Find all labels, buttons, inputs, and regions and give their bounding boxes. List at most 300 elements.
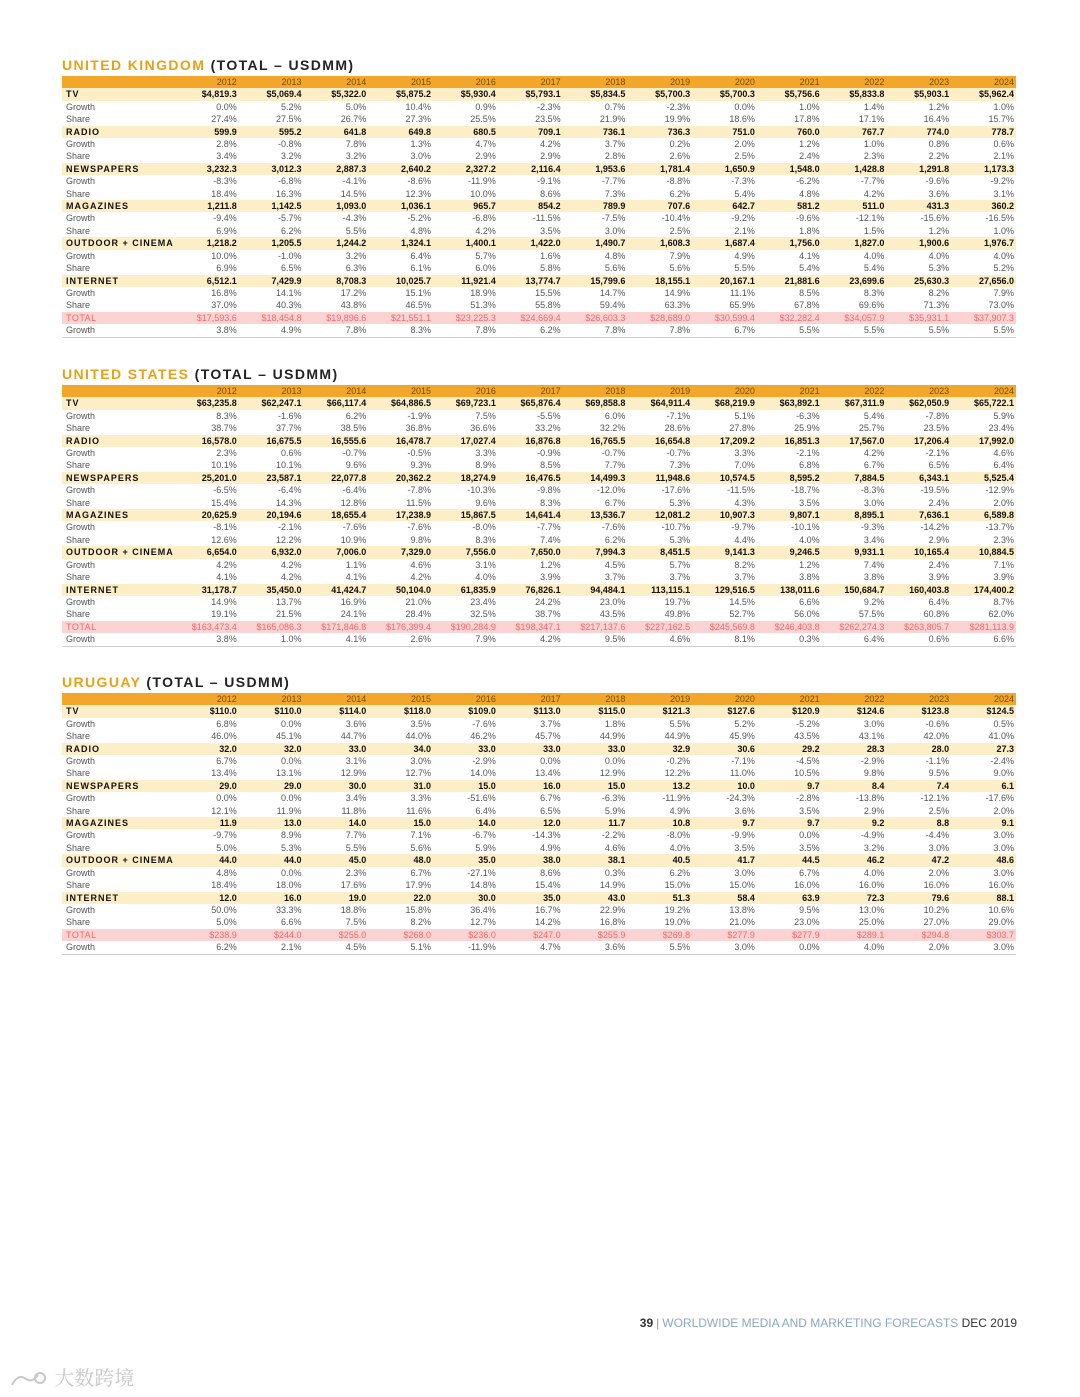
- category-row-newspapers: [62, 780, 1016, 792]
- value-cell: 44.9%: [563, 730, 628, 742]
- row-label: TV: [62, 705, 174, 717]
- value-cell: 46.2: [822, 854, 887, 866]
- value-cell: 5.6%: [563, 262, 628, 274]
- year-header-2023: 2023: [886, 693, 951, 705]
- value-cell: 3.7%: [563, 138, 628, 150]
- value-cell: $277.9: [692, 929, 757, 941]
- value-cell: 3.6%: [886, 188, 951, 200]
- value-cell: -7.7%: [822, 175, 887, 187]
- value-cell: 129,516.5: [692, 584, 757, 596]
- value-cell: 34.0: [368, 743, 433, 755]
- value-cell: 48.6: [951, 854, 1016, 866]
- row-label: INTERNET: [62, 584, 174, 596]
- value-cell: 11.1%: [692, 287, 757, 299]
- value-cell: 5.9%: [563, 805, 628, 817]
- value-cell: 1.6%: [498, 250, 563, 262]
- value-cell: 16,578.0: [174, 435, 239, 447]
- value-cell: $127.6: [692, 705, 757, 717]
- value-cell: 13,536.7: [563, 509, 628, 521]
- value-cell: 27.0%: [886, 916, 951, 928]
- value-cell: 3.2%: [822, 842, 887, 854]
- publication-date: DEC 2019: [961, 1316, 1017, 1330]
- value-cell: $24,669.4: [498, 312, 563, 324]
- value-cell: $23,225.3: [433, 312, 498, 324]
- value-cell: $244.0: [239, 929, 304, 941]
- value-cell: $65,722.1: [951, 397, 1016, 409]
- value-cell: 10.0%: [174, 250, 239, 262]
- value-cell: 16,654.8: [627, 435, 692, 447]
- value-cell: $255.9: [563, 929, 628, 941]
- value-cell: 8,595.2: [757, 472, 822, 484]
- value-cell: $32,282.4: [757, 312, 822, 324]
- value-cell: 23.0%: [757, 916, 822, 928]
- value-cell: 12.8%: [304, 497, 369, 509]
- value-cell: 44.0%: [368, 730, 433, 742]
- value-cell: 1.0%: [951, 101, 1016, 113]
- value-cell: 2.4%: [886, 497, 951, 509]
- value-cell: 5.6%: [368, 842, 433, 854]
- value-cell: 0.6%: [886, 633, 951, 646]
- value-cell: 9.3%: [368, 459, 433, 471]
- value-cell: 10.0%: [433, 188, 498, 200]
- metric-row-share: [62, 805, 1016, 817]
- value-cell: 8.8: [886, 817, 951, 829]
- value-cell: 6.4%: [886, 596, 951, 608]
- value-cell: 9,807.1: [757, 509, 822, 521]
- value-cell: 32.0: [239, 743, 304, 755]
- value-cell: 28.0: [886, 743, 951, 755]
- year-header-row: [62, 76, 1016, 88]
- value-cell: 20,194.6: [239, 509, 304, 521]
- value-cell: 43.5%: [563, 608, 628, 620]
- category-row-magazines: [62, 817, 1016, 829]
- year-header-2016: 2016: [433, 385, 498, 397]
- year-header-2013: 2013: [239, 693, 304, 705]
- value-cell: 9.5%: [886, 767, 951, 779]
- value-cell: $62,050.9: [886, 397, 951, 409]
- value-cell: 23,699.6: [822, 275, 887, 287]
- value-cell: 5.5%: [951, 324, 1016, 337]
- value-cell: 23.4%: [951, 422, 1016, 434]
- value-cell: 14.7%: [563, 287, 628, 299]
- value-cell: 13.4%: [498, 767, 563, 779]
- value-cell: 2.0%: [692, 138, 757, 150]
- section-title: [62, 671, 1016, 693]
- value-cell: 17.6%: [304, 879, 369, 891]
- row-label: Growth: [62, 138, 174, 150]
- value-cell: 76,826.1: [498, 584, 563, 596]
- row-label: Share: [62, 497, 174, 509]
- value-cell: 5.2%: [951, 262, 1016, 274]
- value-cell: -1.6%: [239, 410, 304, 422]
- value-cell: 0.0%: [757, 829, 822, 841]
- category-row-internet: [62, 584, 1016, 596]
- value-cell: 9.2: [822, 817, 887, 829]
- value-cell: 46.0%: [174, 730, 239, 742]
- value-cell: 1.8%: [563, 718, 628, 730]
- value-cell: 7.8%: [304, 138, 369, 150]
- row-label: Growth: [62, 521, 174, 533]
- value-cell: $37,907.3: [951, 312, 1016, 324]
- year-header-2020: 2020: [692, 76, 757, 88]
- value-cell: $68,219.9: [692, 397, 757, 409]
- year-header-2014: 2014: [304, 76, 369, 88]
- category-row-total: [62, 312, 1016, 324]
- value-cell: 28.6%: [627, 422, 692, 434]
- value-cell: 14.0: [433, 817, 498, 829]
- value-cell: 4.4%: [692, 534, 757, 546]
- title-suffix: (TOTAL – USDMM): [146, 674, 291, 690]
- value-cell: 14.3%: [239, 497, 304, 509]
- value-cell: 6.2%: [239, 225, 304, 237]
- category-row-outdoor-cinema: [62, 854, 1016, 866]
- value-cell: -9.2%: [692, 212, 757, 224]
- value-cell: 7,556.0: [433, 546, 498, 558]
- value-cell: 2.2%: [886, 150, 951, 162]
- value-cell: 854.2: [498, 200, 563, 212]
- year-header-2012: 2012: [174, 693, 239, 705]
- value-cell: 5.5%: [757, 324, 822, 337]
- value-cell: 2.8%: [563, 150, 628, 162]
- value-cell: 16.9%: [304, 596, 369, 608]
- value-cell: 11.8%: [304, 805, 369, 817]
- value-cell: $176,399.4: [368, 621, 433, 633]
- value-cell: -7.6%: [304, 521, 369, 533]
- value-cell: 4.9%: [627, 805, 692, 817]
- value-cell: 43.8%: [304, 299, 369, 311]
- value-cell: $236.0: [433, 929, 498, 941]
- value-cell: 20,362.2: [368, 472, 433, 484]
- value-cell: 6.2%: [627, 188, 692, 200]
- value-cell: 8.2%: [692, 559, 757, 571]
- value-cell: 61,835.9: [433, 584, 498, 596]
- value-cell: 10.9%: [304, 534, 369, 546]
- value-cell: 1,650.9: [692, 163, 757, 175]
- value-cell: 15.0%: [627, 879, 692, 891]
- value-cell: 1,953.6: [563, 163, 628, 175]
- value-cell: 27.8%: [692, 422, 757, 434]
- value-cell: 3.2%: [304, 150, 369, 162]
- value-cell: 2.9%: [822, 805, 887, 817]
- value-cell: 6.7%: [822, 459, 887, 471]
- value-cell: $113.0: [498, 705, 563, 717]
- value-cell: 1.2%: [886, 101, 951, 113]
- value-cell: 3.6%: [563, 941, 628, 954]
- value-cell: 7.3%: [563, 188, 628, 200]
- page-footer: [640, 1316, 1017, 1330]
- value-cell: 69.6%: [822, 299, 887, 311]
- row-label: Share: [62, 225, 174, 237]
- value-cell: 28.4%: [368, 608, 433, 620]
- value-cell: 2.3%: [951, 534, 1016, 546]
- value-cell: 6,589.8: [951, 509, 1016, 521]
- category-row-internet: [62, 275, 1016, 287]
- value-cell: 2.5%: [692, 150, 757, 162]
- value-cell: $17,593.6: [174, 312, 239, 324]
- value-cell: -9.9%: [692, 829, 757, 841]
- value-cell: 50,104.0: [368, 584, 433, 596]
- year-header-2013: 2013: [239, 385, 304, 397]
- value-cell: 0.6%: [239, 447, 304, 459]
- value-cell: 1.2%: [886, 225, 951, 237]
- value-cell: 5.0%: [304, 101, 369, 113]
- value-cell: 5.3%: [627, 497, 692, 509]
- row-label: TOTAL: [62, 621, 174, 633]
- value-cell: 6.4%: [368, 250, 433, 262]
- value-cell: 1.0%: [757, 101, 822, 113]
- country-name: URUGUAY: [62, 674, 142, 690]
- value-cell: 0.0%: [757, 941, 822, 954]
- value-cell: 4.0%: [822, 941, 887, 954]
- value-cell: 12.2%: [239, 534, 304, 546]
- value-cell: 10,165.4: [886, 546, 951, 558]
- value-cell: 8.6%: [498, 867, 563, 879]
- value-cell: 18.6%: [692, 113, 757, 125]
- value-cell: -7.1%: [627, 410, 692, 422]
- row-label: Share: [62, 150, 174, 162]
- value-cell: -12.1%: [886, 792, 951, 804]
- value-cell: 1,490.7: [563, 237, 628, 249]
- value-cell: 7,994.3: [563, 546, 628, 558]
- value-cell: 3.4%: [304, 792, 369, 804]
- value-cell: 16.0%: [951, 879, 1016, 891]
- value-cell: 56.0%: [757, 608, 822, 620]
- value-cell: 4.8%: [174, 867, 239, 879]
- value-cell: 3.8%: [757, 571, 822, 583]
- value-cell: $5,322.0: [304, 88, 369, 100]
- value-cell: 736.1: [563, 126, 628, 138]
- value-cell: $245,569.8: [692, 621, 757, 633]
- value-cell: $294.8: [886, 929, 951, 941]
- value-cell: $163,473.4: [174, 621, 239, 633]
- row-label: TV: [62, 88, 174, 100]
- row-label: OUTDOOR + CINEMA: [62, 237, 174, 249]
- value-cell: 36.8%: [368, 422, 433, 434]
- country-name: UNITED STATES: [62, 366, 190, 382]
- value-cell: 3.0%: [368, 755, 433, 767]
- value-cell: -8.6%: [368, 175, 433, 187]
- value-cell: 19.0%: [627, 916, 692, 928]
- value-cell: 11.6%: [368, 805, 433, 817]
- value-cell: 58.4: [692, 892, 757, 904]
- value-cell: 36.4%: [433, 904, 498, 916]
- value-cell: 3.6%: [304, 718, 369, 730]
- media-spend-table: [62, 693, 1016, 955]
- value-cell: $26,603.3: [563, 312, 628, 324]
- value-cell: $171,846.8: [304, 621, 369, 633]
- value-cell: 4.1%: [304, 571, 369, 583]
- value-cell: -18.7%: [757, 484, 822, 496]
- value-cell: 71.3%: [886, 299, 951, 311]
- value-cell: 45.1%: [239, 730, 304, 742]
- metric-row-growth: [62, 633, 1016, 646]
- row-label: Growth: [62, 175, 174, 187]
- metric-row-share: [62, 150, 1016, 162]
- value-cell: 18.0%: [239, 879, 304, 891]
- row-label: NEWSPAPERS: [62, 163, 174, 175]
- value-cell: 9.0%: [951, 767, 1016, 779]
- category-row-tv: [62, 397, 1016, 409]
- value-cell: 4.2%: [368, 571, 433, 583]
- value-cell: 4.0%: [822, 250, 887, 262]
- value-cell: 7.4%: [822, 559, 887, 571]
- value-cell: 736.3: [627, 126, 692, 138]
- value-cell: 1,900.6: [886, 237, 951, 249]
- value-cell: -0.2%: [627, 755, 692, 767]
- row-label: Growth: [62, 324, 174, 337]
- metric-row-share: [62, 299, 1016, 311]
- value-cell: 2,640.2: [368, 163, 433, 175]
- value-cell: -1.1%: [886, 755, 951, 767]
- row-label: NEWSPAPERS: [62, 472, 174, 484]
- year-header-2018: 2018: [563, 693, 628, 705]
- metric-row-growth: [62, 941, 1016, 954]
- value-cell: 1.3%: [368, 138, 433, 150]
- row-label: Share: [62, 879, 174, 891]
- metric-row-growth: [62, 904, 1016, 916]
- value-cell: 6.6%: [951, 633, 1016, 646]
- value-cell: 33.2%: [498, 422, 563, 434]
- value-cell: 0.3%: [563, 867, 628, 879]
- value-cell: 7.1%: [368, 829, 433, 841]
- value-cell: -10.7%: [627, 521, 692, 533]
- year-header-2017: 2017: [498, 693, 563, 705]
- value-cell: 46.5%: [368, 299, 433, 311]
- value-cell: 11.0%: [692, 767, 757, 779]
- metric-row-share: [62, 767, 1016, 779]
- value-cell: 8.3%: [498, 497, 563, 509]
- value-cell: 15.1%: [368, 287, 433, 299]
- value-cell: -6.7%: [433, 829, 498, 841]
- value-cell: $21,551.1: [368, 312, 433, 324]
- value-cell: 60.8%: [886, 608, 951, 620]
- value-cell: 6.7%: [174, 755, 239, 767]
- value-cell: -6.8%: [433, 212, 498, 224]
- year-header-2015: 2015: [368, 76, 433, 88]
- section-united-kingdom: [62, 54, 1016, 338]
- value-cell: 17,206.4: [886, 435, 951, 447]
- value-cell: 9.5%: [563, 633, 628, 646]
- value-cell: 51.3%: [433, 299, 498, 311]
- value-cell: 2.0%: [886, 867, 951, 879]
- value-cell: -12.1%: [822, 212, 887, 224]
- value-cell: 19.7%: [627, 596, 692, 608]
- metric-row-growth: [62, 287, 1016, 299]
- value-cell: 59.4%: [563, 299, 628, 311]
- value-cell: 15.0: [433, 780, 498, 792]
- value-cell: 4.7%: [498, 941, 563, 954]
- value-cell: 4.3%: [692, 497, 757, 509]
- value-cell: 27.3: [951, 743, 1016, 755]
- value-cell: 17,238.9: [368, 509, 433, 521]
- value-cell: 5.5%: [627, 941, 692, 954]
- value-cell: $269.8: [627, 929, 692, 941]
- value-cell: $165,086.3: [239, 621, 304, 633]
- value-cell: $19,896.6: [304, 312, 369, 324]
- value-cell: 6.2%: [174, 941, 239, 954]
- value-cell: -8.0%: [627, 829, 692, 841]
- value-cell: 3.1%: [433, 559, 498, 571]
- row-label: TOTAL: [62, 929, 174, 941]
- value-cell: 46.2%: [433, 730, 498, 742]
- value-cell: 15.5%: [498, 287, 563, 299]
- value-cell: 4.7%: [433, 138, 498, 150]
- row-label: Share: [62, 571, 174, 583]
- value-cell: 15.0: [563, 780, 628, 792]
- value-cell: 9.2%: [822, 596, 887, 608]
- value-cell: 6.8%: [757, 459, 822, 471]
- value-cell: 16.8%: [563, 916, 628, 928]
- value-cell: $277.9: [757, 929, 822, 941]
- value-cell: -1.0%: [239, 250, 304, 262]
- value-cell: 4.9%: [692, 250, 757, 262]
- value-cell: 4.0%: [757, 534, 822, 546]
- value-cell: -11.9%: [627, 792, 692, 804]
- value-cell: 0.2%: [627, 138, 692, 150]
- value-cell: 37.0%: [174, 299, 239, 311]
- value-cell: 6,932.0: [239, 546, 304, 558]
- value-cell: 10.1%: [174, 459, 239, 471]
- value-cell: 6,343.1: [886, 472, 951, 484]
- value-cell: 12.6%: [174, 534, 239, 546]
- row-label: Growth: [62, 904, 174, 916]
- value-cell: 15.8%: [368, 904, 433, 916]
- metric-row-share: [62, 842, 1016, 854]
- value-cell: -8.3%: [822, 484, 887, 496]
- value-cell: 13.2: [627, 780, 692, 792]
- value-cell: 3.9%: [886, 571, 951, 583]
- value-cell: 11,948.6: [627, 472, 692, 484]
- value-cell: 17.1%: [822, 113, 887, 125]
- value-cell: 1,324.1: [368, 237, 433, 249]
- value-cell: 2.3%: [822, 150, 887, 162]
- value-cell: 4.9%: [239, 324, 304, 337]
- value-cell: 3.6%: [692, 805, 757, 817]
- value-cell: 1.0%: [951, 225, 1016, 237]
- value-cell: 3.0%: [951, 867, 1016, 879]
- value-cell: 0.7%: [563, 101, 628, 113]
- year-header-2020: 2020: [692, 693, 757, 705]
- row-label: OUTDOOR + CINEMA: [62, 546, 174, 558]
- value-cell: -17.6%: [951, 792, 1016, 804]
- row-label: INTERNET: [62, 275, 174, 287]
- value-cell: $123.8: [886, 705, 951, 717]
- value-cell: 19.2%: [627, 904, 692, 916]
- footer-separator: |: [656, 1316, 660, 1330]
- value-cell: $64,911.4: [627, 397, 692, 409]
- value-cell: 20,167.1: [692, 275, 757, 287]
- value-cell: 16.3%: [239, 188, 304, 200]
- value-cell: $65,876.4: [498, 397, 563, 409]
- value-cell: 6.1%: [368, 262, 433, 274]
- value-cell: 160,403.8: [886, 584, 951, 596]
- row-label: Share: [62, 767, 174, 779]
- value-cell: 4.6%: [563, 842, 628, 854]
- year-header-2022: 2022: [822, 76, 887, 88]
- value-cell: 3.3%: [433, 447, 498, 459]
- value-cell: 1,428.8: [822, 163, 887, 175]
- value-cell: 44.0: [174, 854, 239, 866]
- value-cell: 57.5%: [822, 608, 887, 620]
- value-cell: 11.5%: [368, 497, 433, 509]
- value-cell: -7.7%: [498, 521, 563, 533]
- value-cell: 29.0%: [951, 916, 1016, 928]
- value-cell: 4.2%: [174, 559, 239, 571]
- value-cell: 79.6: [886, 892, 951, 904]
- value-cell: 14,499.3: [563, 472, 628, 484]
- value-cell: 11.9: [174, 817, 239, 829]
- value-cell: 5.5%: [822, 324, 887, 337]
